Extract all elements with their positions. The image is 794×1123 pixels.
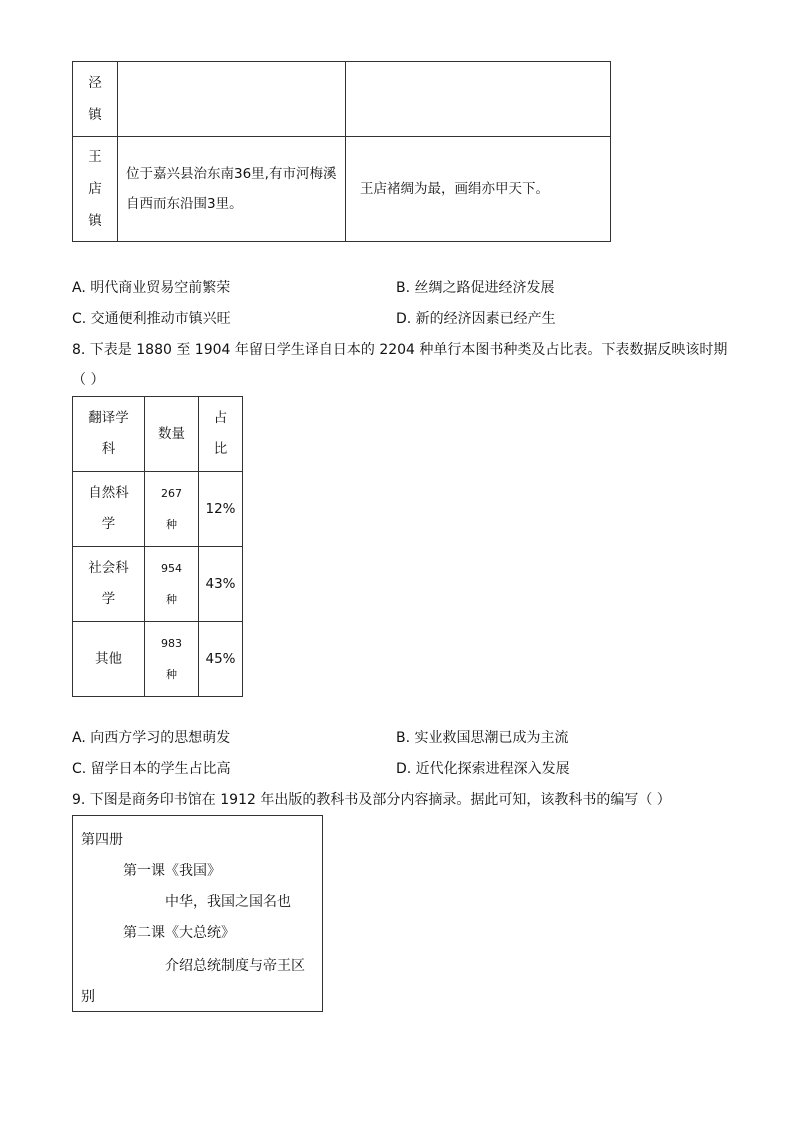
table-row [73,622,243,697]
table-row [73,62,611,137]
count-cell: 267种 [145,472,199,547]
header-count: 数量 [145,397,199,472]
table-row [73,137,611,242]
ratio-cell: 43% [199,547,243,622]
header-subject: 翻译学科 [73,397,145,472]
town-name-cell [73,62,118,137]
town-name: 王店镇 [88,149,102,229]
count-cell: 983种 [145,622,199,697]
excerpt-lesson-2-text-cont: 别 [81,989,95,1005]
town-table [72,61,611,242]
excerpt-volume: 第四册 [81,832,123,848]
table-row [73,547,243,622]
ratio-cell: 45% [199,622,243,697]
q9-stem: 9. 下图是商务印书馆在 1912 年出版的教科书及部分内容摘录。据此可知，该教科书的编写（ ） [72,792,671,808]
ratio-cell: 12% [199,472,243,547]
q8-option-b[interactable]: B. 实业救国思潮已成为主流 [396,730,569,746]
q7-option-b[interactable]: B. 丝绸之路促进经济发展 [396,280,555,296]
q8-option-a[interactable]: A. 向西方学习的思想萌发 [72,730,231,746]
table-row [73,472,243,547]
town-location-cell: 位于嘉兴县治东南36里,有市河梅溪自西而东沿围3里。 [118,137,346,242]
excerpt-lesson-2: 第二课《大总统》 [123,925,235,941]
q8-answer-paren: （ ） [72,372,105,388]
subject-cell: 自然科学 [73,472,145,547]
table-header-row [73,397,243,472]
q7-option-d[interactable]: D. 新的经济因素已经产生 [396,311,556,327]
q7-option-c[interactable]: C. 交通便利推动市镇兴旺 [72,311,231,327]
town-name: 泾镇 [88,75,102,123]
header-ratio: 占比 [199,397,243,472]
subject-cell: 社会科学 [73,547,145,622]
excerpt-lesson-1-text: 中华，我国之国名也 [165,894,291,910]
subject-cell: 其他 [73,622,145,697]
textbook-excerpt-box [72,815,323,1012]
q8-option-c[interactable]: C. 留学日本的学生占比高 [72,761,231,777]
excerpt-lesson-2-text: 介绍总统制度与帝王区 [165,958,305,974]
translation-table [72,396,243,697]
count-cell: 954种 [145,547,199,622]
town-description-cell: 王店褚绸为最，画绢亦甲天下。 [346,137,611,242]
town-location-cell [118,62,346,137]
town-description-cell [346,62,611,137]
q8-option-d[interactable]: D. 近代化探索进程深入发展 [396,761,570,777]
q8-stem: 8. 下表是 1880 至 1904 年留日学生译自日本的 2204 种单行本图书种类及占比表。下表数据反映该时期 [72,342,728,358]
q7-option-a[interactable]: A. 明代商业贸易空前繁荣 [72,280,231,296]
excerpt-lesson-1: 第一课《我国》 [123,863,221,879]
town-name-cell [73,137,118,242]
